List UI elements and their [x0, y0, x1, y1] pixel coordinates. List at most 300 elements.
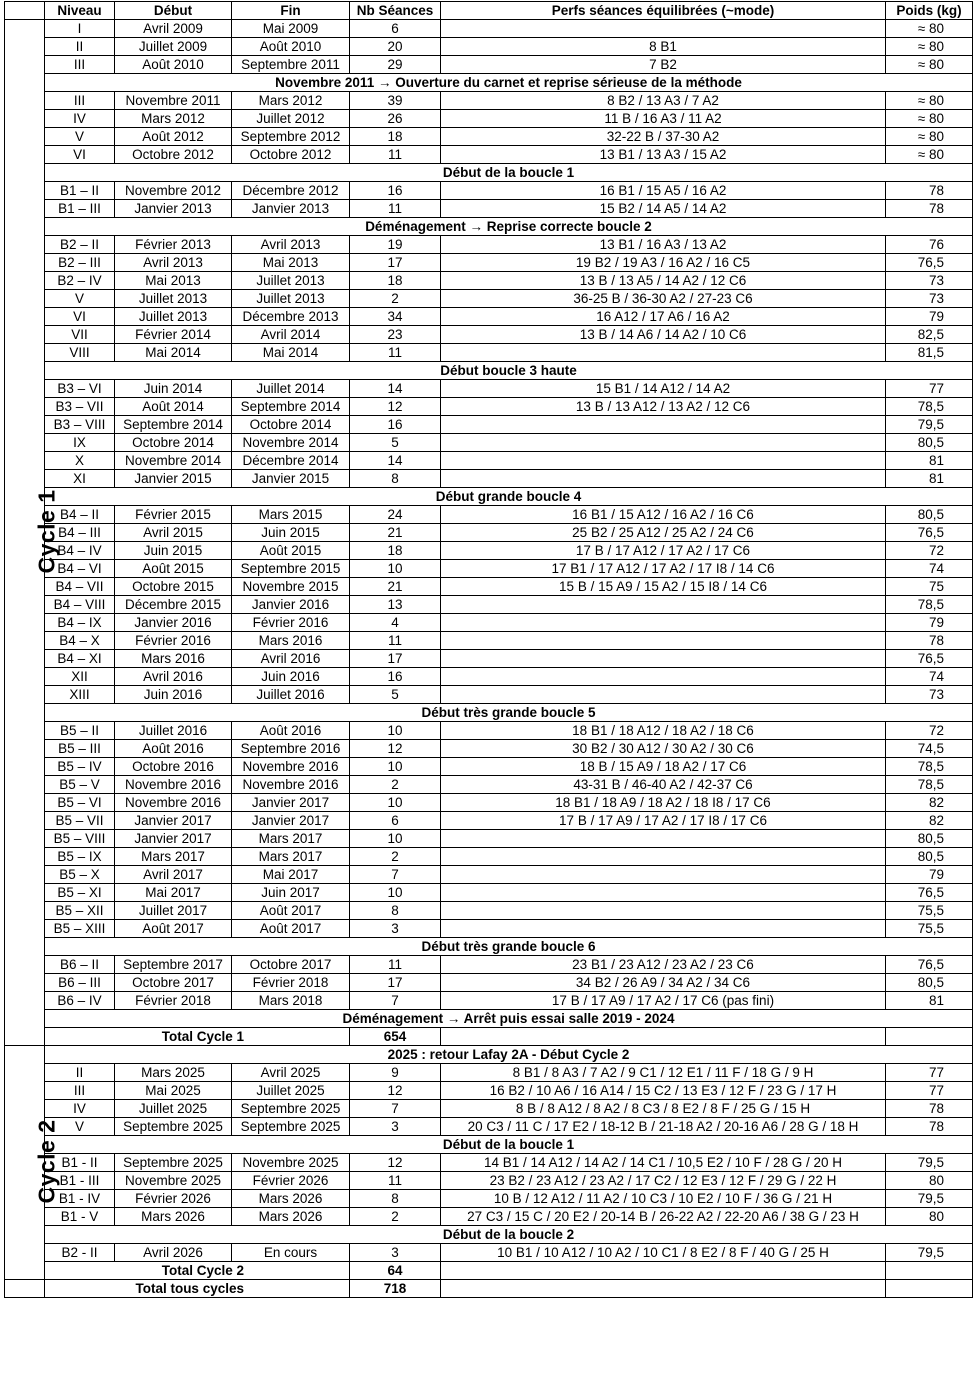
cell-poids: 79,5: [886, 416, 973, 434]
cell-poids: 80,5: [886, 848, 973, 866]
table-row: [5, 434, 973, 452]
cell-niveau: V: [45, 290, 115, 308]
table-row: [5, 146, 973, 164]
cell-fin: Août 2017: [232, 902, 350, 920]
cell-fin: Décembre 2013: [232, 308, 350, 326]
cell-nb-seances: 11: [350, 200, 441, 218]
cell-perfs: [441, 416, 886, 434]
cell-perfs: 16 B1 / 15 A12 / 16 A2 / 16 C6: [441, 506, 886, 524]
cell-perfs: 20 C3 / 11 C / 17 E2 / 18-12 B / 21-18 A2 / 20-16 A6 / 28 G / 18 H: [441, 1118, 886, 1136]
table-row: [5, 1100, 973, 1118]
section-row: [5, 362, 973, 380]
table-row: [5, 578, 973, 596]
cell-poids: 78: [886, 200, 973, 218]
cell-poids: 80: [886, 1208, 973, 1226]
cell-fin: Juillet 2025: [232, 1082, 350, 1100]
cell-debut: Mars 2017: [115, 848, 232, 866]
cell-perfs: 16 B2 / 10 A6 / 16 A14 / 15 C2 / 13 E3 / 12 F / 23 G / 17 H: [441, 1082, 886, 1100]
cell-niveau: IX: [45, 434, 115, 452]
cell-poids: 81: [886, 992, 973, 1010]
cell-nb-seances: 14: [350, 452, 441, 470]
cell-nb-seances: 7: [350, 1100, 441, 1118]
table-row: [5, 200, 973, 218]
section-heading: Novembre 2011 → Ouverture du carnet et reprise sérieuse de la méthode: [45, 74, 973, 92]
cell-debut: Mai 2014: [115, 344, 232, 362]
cell-debut: Octobre 2014: [115, 434, 232, 452]
cell-fin: Avril 2014: [232, 326, 350, 344]
cell-fin: Novembre 2016: [232, 776, 350, 794]
cell-debut: Août 2016: [115, 740, 232, 758]
section-row: [5, 164, 973, 182]
cell-nb-seances: 10: [350, 884, 441, 902]
table-row: [5, 1244, 973, 1262]
cell-fin: Mai 2014: [232, 344, 350, 362]
cell-fin: Octobre 2014: [232, 416, 350, 434]
cell-debut: Juillet 2013: [115, 308, 232, 326]
cell-poids: 72: [886, 542, 973, 560]
cell-niveau: VII: [45, 326, 115, 344]
cell-fin: Février 2016: [232, 614, 350, 632]
cell-debut: Août 2015: [115, 560, 232, 578]
table-row: [5, 812, 973, 830]
cell-niveau: B4 – VII: [45, 578, 115, 596]
cell-perfs: 36-25 B / 36-30 A2 / 27-23 C6: [441, 290, 886, 308]
cell-fin: Juin 2017: [232, 884, 350, 902]
cell-niveau: B3 – VI: [45, 380, 115, 398]
cell-poids: 80: [886, 1172, 973, 1190]
section-heading: Début de la boucle 1: [45, 164, 973, 182]
table-row: [5, 416, 973, 434]
cell-poids: ≈ 80: [886, 128, 973, 146]
cell-perfs: 8 B2 / 13 A3 / 7 A2: [441, 92, 886, 110]
cell-niveau: B2 – IV: [45, 272, 115, 290]
table-row: [5, 740, 973, 758]
cycle-total-row: [5, 1262, 973, 1280]
table-row: [5, 974, 973, 992]
cycle-total-blank: [886, 1262, 973, 1280]
grand-total-row: [5, 1280, 973, 1298]
cycle-total-value: 654: [350, 1028, 441, 1046]
cell-niveau: IV: [45, 1100, 115, 1118]
cell-nb-seances: 3: [350, 920, 441, 938]
cell-poids: 74: [886, 668, 973, 686]
cell-poids: 76,5: [886, 884, 973, 902]
cell-nb-seances: 4: [350, 614, 441, 632]
cell-poids: 78,5: [886, 398, 973, 416]
table-row: [5, 1154, 973, 1172]
cell-fin: Août 2010: [232, 38, 350, 56]
cycle-label-text: Cycle 2: [33, 1118, 60, 1204]
table-row: [5, 290, 973, 308]
cell-nb-seances: 6: [350, 20, 441, 38]
cell-fin: Septembre 2012: [232, 128, 350, 146]
cell-poids: 79,5: [886, 1244, 973, 1262]
cell-perfs: 8 B / 8 A12 / 8 A2 / 8 C3 / 8 E2 / 8 F / 25 G / 15 H: [441, 1100, 886, 1118]
cell-niveau: X: [45, 452, 115, 470]
table-row: [5, 1190, 973, 1208]
cell-nb-seances: 8: [350, 470, 441, 488]
cell-nb-seances: 2: [350, 776, 441, 794]
cell-fin: Février 2026: [232, 1172, 350, 1190]
cell-fin: Septembre 2011: [232, 56, 350, 74]
section-heading: Déménagement → Arrêt puis essai salle 2019 - 2024: [45, 1010, 973, 1028]
cell-niveau: B5 – XII: [45, 902, 115, 920]
header-debut: Début: [115, 2, 232, 20]
cell-niveau: VI: [45, 146, 115, 164]
cell-debut: Mars 2025: [115, 1064, 232, 1082]
cell-poids: 78,5: [886, 758, 973, 776]
grand-total-blank: [441, 1280, 886, 1298]
cell-debut: Novembre 2016: [115, 776, 232, 794]
cell-nb-seances: 12: [350, 1154, 441, 1172]
cell-debut: Décembre 2015: [115, 596, 232, 614]
table-row: [5, 632, 973, 650]
cell-nb-seances: 7: [350, 866, 441, 884]
cell-debut: Juin 2016: [115, 686, 232, 704]
cell-niveau: B6 – II: [45, 956, 115, 974]
cell-niveau: V: [45, 128, 115, 146]
cell-fin: Septembre 2015: [232, 560, 350, 578]
cell-debut: Septembre 2025: [115, 1154, 232, 1172]
cell-poids: 82,5: [886, 326, 973, 344]
cell-debut: Juillet 2016: [115, 722, 232, 740]
cell-nb-seances: 12: [350, 1082, 441, 1100]
section-heading: Début très grande boucle 6: [45, 938, 973, 956]
table-row: [5, 650, 973, 668]
cell-nb-seances: 14: [350, 380, 441, 398]
cell-perfs: [441, 470, 886, 488]
table-row: [5, 236, 973, 254]
cell-perfs: [441, 614, 886, 632]
section-row: [5, 1136, 973, 1154]
cycle-total-label: Total Cycle 2: [45, 1262, 350, 1280]
cell-niveau: B1 - IV: [45, 1190, 115, 1208]
cell-niveau: B4 – II: [45, 506, 115, 524]
cell-debut: Mai 2025: [115, 1082, 232, 1100]
cell-debut: Mars 2016: [115, 650, 232, 668]
cell-perfs: [441, 650, 886, 668]
cell-nb-seances: 5: [350, 686, 441, 704]
cell-niveau: XIII: [45, 686, 115, 704]
cell-perfs: 13 B1 / 16 A3 / 13 A2: [441, 236, 886, 254]
cell-poids: 76,5: [886, 650, 973, 668]
cell-nb-seances: 10: [350, 722, 441, 740]
cell-poids: 77: [886, 1082, 973, 1100]
table-row: [5, 344, 973, 362]
cell-perfs: 23 B1 / 23 A12 / 23 A2 / 23 C6: [441, 956, 886, 974]
cell-poids: 74: [886, 560, 973, 578]
table-row: [5, 848, 973, 866]
cell-nb-seances: 2: [350, 290, 441, 308]
cell-nb-seances: 10: [350, 830, 441, 848]
cell-perfs: 17 B1 / 17 A12 / 17 A2 / 17 I8 / 14 C6: [441, 560, 886, 578]
cell-niveau: B5 – VII: [45, 812, 115, 830]
cell-poids: 80,5: [886, 506, 973, 524]
cell-fin: Novembre 2015: [232, 578, 350, 596]
cell-niveau: B2 – III: [45, 254, 115, 272]
cell-poids: 79: [886, 614, 973, 632]
table-row: [5, 398, 973, 416]
cell-fin: Mars 2026: [232, 1208, 350, 1226]
cycle-total-blank: [441, 1028, 886, 1046]
cell-nb-seances: 11: [350, 146, 441, 164]
table-row: [5, 992, 973, 1010]
cell-poids: ≈ 80: [886, 38, 973, 56]
cell-fin: Août 2017: [232, 920, 350, 938]
cell-niveau: B5 – III: [45, 740, 115, 758]
section-row: [5, 704, 973, 722]
cell-debut: Juillet 2009: [115, 38, 232, 56]
grand-total-blank: [886, 1280, 973, 1298]
cell-debut: Août 2017: [115, 920, 232, 938]
cell-fin: Février 2018: [232, 974, 350, 992]
section-row: [5, 488, 973, 506]
cell-fin: Janvier 2013: [232, 200, 350, 218]
cell-niveau: B2 – II: [45, 236, 115, 254]
table-row: [5, 614, 973, 632]
section-row: [5, 1010, 973, 1028]
table-row: [5, 866, 973, 884]
cell-niveau: I: [45, 20, 115, 38]
cell-fin: Octobre 2012: [232, 146, 350, 164]
cell-niveau: III: [45, 92, 115, 110]
cell-fin: Juillet 2014: [232, 380, 350, 398]
cell-fin: Juin 2015: [232, 524, 350, 542]
cell-debut: Octobre 2016: [115, 758, 232, 776]
section-heading: Début de la boucle 1: [45, 1136, 973, 1154]
table-row: [5, 20, 973, 38]
cell-debut: Septembre 2014: [115, 416, 232, 434]
table-row: [5, 254, 973, 272]
header-fin: Fin: [232, 2, 350, 20]
cell-perfs: 13 B / 14 A6 / 14 A2 / 10 C6: [441, 326, 886, 344]
cell-debut: Novembre 2012: [115, 182, 232, 200]
cell-debut: Avril 2009: [115, 20, 232, 38]
cell-fin: Août 2015: [232, 542, 350, 560]
cell-debut: Octobre 2015: [115, 578, 232, 596]
cell-fin: Août 2016: [232, 722, 350, 740]
cell-niveau: B1 - III: [45, 1172, 115, 1190]
table-row: [5, 830, 973, 848]
cell-nb-seances: 34: [350, 308, 441, 326]
cell-fin: Mars 2016: [232, 632, 350, 650]
cell-debut: Juillet 2017: [115, 902, 232, 920]
header-row: [5, 2, 973, 20]
cell-niveau: B5 – VI: [45, 794, 115, 812]
cell-poids: 77: [886, 380, 973, 398]
cell-niveau: IV: [45, 110, 115, 128]
cell-perfs: 30 B2 / 30 A12 / 30 A2 / 30 C6: [441, 740, 886, 758]
cell-debut: Avril 2026: [115, 1244, 232, 1262]
cell-poids: 73: [886, 290, 973, 308]
table-row: [5, 758, 973, 776]
table-row: [5, 1082, 973, 1100]
header-nb-seances: Nb Séances: [350, 2, 441, 20]
cell-fin: Mars 2026: [232, 1190, 350, 1208]
cell-fin: Décembre 2014: [232, 452, 350, 470]
cell-nb-seances: 10: [350, 794, 441, 812]
cell-poids: 76,5: [886, 254, 973, 272]
cell-niveau: B1 - II: [45, 1154, 115, 1172]
cell-debut: Janvier 2016: [115, 614, 232, 632]
cell-nb-seances: 6: [350, 812, 441, 830]
cell-fin: Novembre 2014: [232, 434, 350, 452]
cell-debut: Juillet 2025: [115, 1100, 232, 1118]
cell-perfs: [441, 344, 886, 362]
cell-niveau: B4 – VI: [45, 560, 115, 578]
cell-perfs: 18 B / 15 A9 / 18 A2 / 17 C6: [441, 758, 886, 776]
cell-debut: Avril 2016: [115, 668, 232, 686]
cell-perfs: 16 A12 / 17 A6 / 16 A2: [441, 308, 886, 326]
cell-fin: Juillet 2013: [232, 290, 350, 308]
cell-fin: Avril 2025: [232, 1064, 350, 1082]
cell-nb-seances: 16: [350, 416, 441, 434]
cell-nb-seances: 17: [350, 974, 441, 992]
table-row: [5, 902, 973, 920]
cell-poids: ≈ 80: [886, 56, 973, 74]
cell-poids: 78: [886, 1118, 973, 1136]
sessions-table: [4, 1, 973, 1298]
cell-niveau: B4 – X: [45, 632, 115, 650]
cell-perfs: 34 B2 / 26 A9 / 34 A2 / 34 C6: [441, 974, 886, 992]
cell-fin: Janvier 2017: [232, 794, 350, 812]
cell-perfs: [441, 920, 886, 938]
cell-poids: 78: [886, 1100, 973, 1118]
section-row: [5, 218, 973, 236]
cell-perfs: 15 B / 15 A9 / 15 A2 / 15 I8 / 14 C6: [441, 578, 886, 596]
cycle-label: [5, 20, 60, 1046]
cell-debut: Février 2013: [115, 236, 232, 254]
cell-perfs: 13 B / 13 A5 / 14 A2 / 12 C6: [441, 272, 886, 290]
cell-fin: Juillet 2012: [232, 110, 350, 128]
table-row: [5, 1208, 973, 1226]
cell-poids: ≈ 80: [886, 146, 973, 164]
cell-fin: Septembre 2014: [232, 398, 350, 416]
cell-debut: Juillet 2013: [115, 290, 232, 308]
section-heading: Début de la boucle 2: [45, 1226, 973, 1244]
cell-fin: Juillet 2013: [232, 272, 350, 290]
cell-nb-seances: 10: [350, 758, 441, 776]
cell-debut: Février 2026: [115, 1190, 232, 1208]
table-row: [5, 380, 973, 398]
cell-debut: Octobre 2012: [115, 146, 232, 164]
cell-nb-seances: 18: [350, 272, 441, 290]
table-row: [5, 596, 973, 614]
cell-perfs: 15 B2 / 14 A5 / 14 A2: [441, 200, 886, 218]
table-row: [5, 686, 973, 704]
cell-perfs: 27 C3 / 15 C / 20 E2 / 20-14 B / 26-22 A2 / 22-20 A6 / 38 G / 23 H: [441, 1208, 886, 1226]
cycle-total-blank: [886, 1028, 973, 1046]
cell-nb-seances: 2: [350, 848, 441, 866]
section-heading: Déménagement → Reprise correcte boucle 2: [45, 218, 973, 236]
cell-fin: Novembre 2016: [232, 758, 350, 776]
table-row: [5, 794, 973, 812]
cell-debut: Mai 2017: [115, 884, 232, 902]
cell-nb-seances: 12: [350, 740, 441, 758]
header-blank: [5, 2, 45, 20]
cell-poids: 79: [886, 866, 973, 884]
cell-nb-seances: 20: [350, 38, 441, 56]
cell-perfs: 18 B1 / 18 A9 / 18 A2 / 18 I8 / 17 C6: [441, 794, 886, 812]
cycle-total-row: [5, 1028, 973, 1046]
cell-poids: 82: [886, 812, 973, 830]
cell-nb-seances: 3: [350, 1118, 441, 1136]
table-row: [5, 1064, 973, 1082]
header-niveau: Niveau: [45, 2, 115, 20]
cell-debut: Juin 2015: [115, 542, 232, 560]
cell-debut: Septembre 2025: [115, 1118, 232, 1136]
section-heading: Début boucle 3 haute: [45, 362, 973, 380]
cell-fin: Septembre 2016: [232, 740, 350, 758]
section-row: [5, 1046, 973, 1064]
cell-niveau: B5 – XI: [45, 884, 115, 902]
cell-nb-seances: 8: [350, 902, 441, 920]
table-row: [5, 326, 973, 344]
cell-fin: Mai 2009: [232, 20, 350, 38]
cell-debut: Août 2014: [115, 398, 232, 416]
cell-fin: En cours: [232, 1244, 350, 1262]
section-row: [5, 1226, 973, 1244]
cell-nb-seances: 16: [350, 182, 441, 200]
cell-poids: 79,5: [886, 1190, 973, 1208]
cell-poids: 78: [886, 632, 973, 650]
table-row: [5, 560, 973, 578]
cell-niveau: B1 - V: [45, 1208, 115, 1226]
cell-debut: Novembre 2014: [115, 452, 232, 470]
cell-debut: Janvier 2017: [115, 830, 232, 848]
cell-niveau: II: [45, 1064, 115, 1082]
cell-debut: Novembre 2011: [115, 92, 232, 110]
cell-niveau: XII: [45, 668, 115, 686]
cycle-label-text: Cycle 1: [33, 488, 60, 574]
cell-niveau: VI: [45, 308, 115, 326]
cell-perfs: [441, 668, 886, 686]
table-row: [5, 1172, 973, 1190]
cell-nb-seances: 24: [350, 506, 441, 524]
cell-fin: Mars 2017: [232, 848, 350, 866]
cell-niveau: V: [45, 1118, 115, 1136]
grand-total-blank: [5, 1280, 45, 1298]
table-row: [5, 272, 973, 290]
cell-perfs: [441, 866, 886, 884]
cell-poids: 80,5: [886, 974, 973, 992]
cell-poids: ≈ 80: [886, 110, 973, 128]
cell-fin: Octobre 2017: [232, 956, 350, 974]
cell-perfs: [441, 830, 886, 848]
cell-fin: Septembre 2025: [232, 1100, 350, 1118]
cell-perfs: [441, 434, 886, 452]
table-row: [5, 956, 973, 974]
cell-fin: Mai 2017: [232, 866, 350, 884]
cell-niveau: B4 – XI: [45, 650, 115, 668]
cell-poids: 73: [886, 686, 973, 704]
cell-poids: 81: [886, 452, 973, 470]
cell-niveau: III: [45, 1082, 115, 1100]
cell-poids: 77: [886, 1064, 973, 1082]
cell-debut: Août 2012: [115, 128, 232, 146]
header-poids: Poids (kg): [886, 2, 973, 20]
cell-poids: 76: [886, 236, 973, 254]
cell-debut: Octobre 2017: [115, 974, 232, 992]
cell-perfs: 13 B1 / 13 A3 / 15 A2: [441, 146, 886, 164]
cell-perfs: [441, 20, 886, 38]
cycle-total-blank: [441, 1262, 886, 1280]
cell-perfs: 13 B / 13 A12 / 13 A2 / 12 C6: [441, 398, 886, 416]
cell-niveau: B6 – IV: [45, 992, 115, 1010]
cell-perfs: 10 B1 / 10 A12 / 10 A2 / 10 C1 / 8 E2 / 8 F / 40 G / 25 H: [441, 1244, 886, 1262]
section-heading: Début très grande boucle 5: [45, 704, 973, 722]
cell-perfs: 10 B / 12 A12 / 11 A2 / 10 C3 / 10 E2 / 10 F / 36 G / 21 H: [441, 1190, 886, 1208]
